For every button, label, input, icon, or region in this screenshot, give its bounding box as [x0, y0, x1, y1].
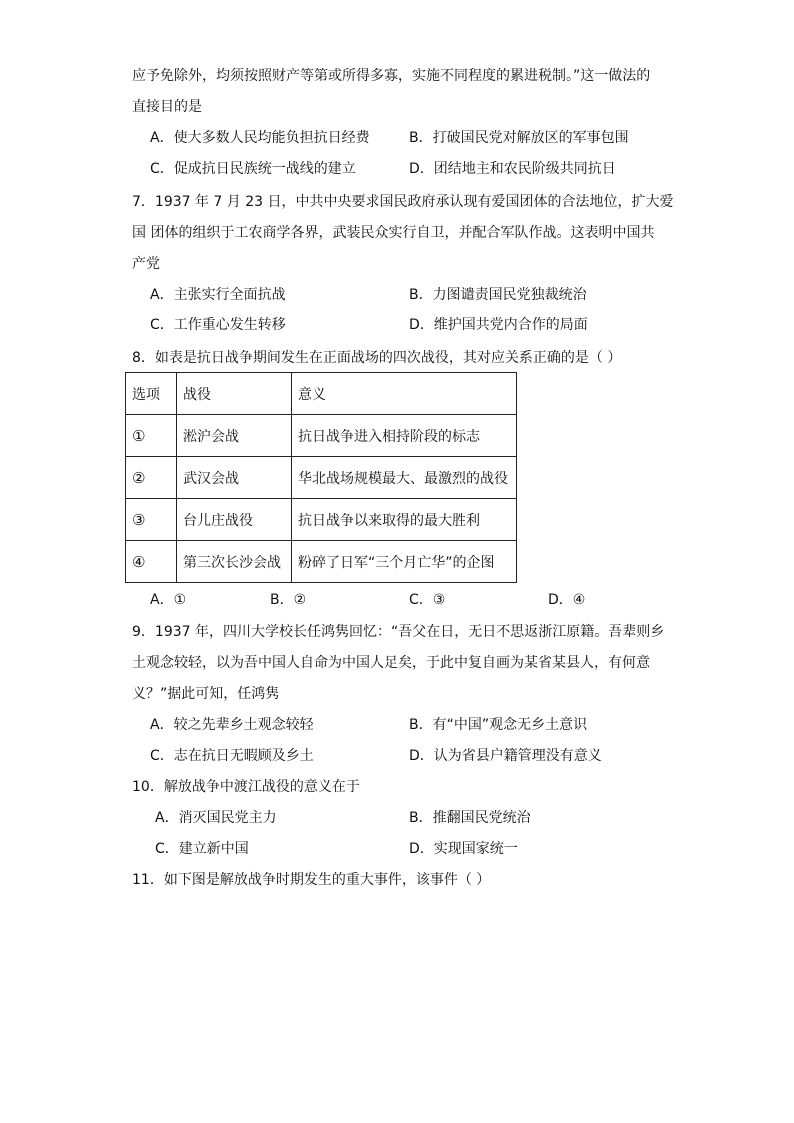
- table-header-row: [126, 373, 517, 415]
- q9-option-d[interactable]: D．认为省县户籍管理没有意义: [409, 748, 602, 764]
- q8-option-a[interactable]: A．①: [150, 592, 187, 608]
- q6-stem-line2: 直接目的是: [132, 99, 202, 115]
- q8-option-b[interactable]: B．②: [270, 592, 307, 608]
- q7-stem-line2: 国 团体的组织于工农商学各界，武装民众实行自卫，并配合军队作战。这表明中国共: [132, 225, 655, 241]
- q10-option-a[interactable]: A．消灭国民党主力: [155, 810, 277, 826]
- q8-option-c[interactable]: C．③: [409, 592, 446, 608]
- table-row: [126, 457, 517, 499]
- q7-stem-line1: 7．1937 年 7 月 23 日，中共中央要求国民政府承认现有爱国团体的合法地位，扩大爱: [132, 194, 674, 210]
- table-cell-significance: 粉碎了日军“三个月亡华”的企图: [292, 541, 517, 583]
- q10-option-d[interactable]: D．实现国家统一: [409, 841, 518, 857]
- q9-option-a[interactable]: A．较之先辈乡土观念较轻: [150, 717, 314, 733]
- table-cell-option: ②: [126, 457, 177, 499]
- q9-stem-line3: 义？”据此可知，任鸿隽: [132, 686, 280, 702]
- q7-option-c[interactable]: C．工作重心发生转移: [150, 317, 286, 333]
- q7-stem-line3: 产党: [132, 256, 160, 272]
- q11-stem: 11．如下图是解放战争时期发生的重大事件，该事件（ ）: [132, 872, 491, 888]
- q9-option-b[interactable]: B．有“中国”观念无乡土意识: [409, 717, 588, 733]
- q9-option-c[interactable]: C．志在抗日无暇顾及乡土: [150, 748, 314, 764]
- table-cell-battle: 台儿庄战役: [177, 499, 292, 541]
- q7-option-d[interactable]: D．维护国共党内合作的局面: [409, 317, 588, 333]
- q7-option-a[interactable]: A．主张实行全面抗战: [150, 287, 286, 303]
- table-cell-option: ④: [126, 541, 177, 583]
- q6-option-a[interactable]: A．使大多数人民均能负担抗日经费: [150, 130, 370, 146]
- table-header-option: 选项: [126, 373, 177, 415]
- q8-option-d[interactable]: D．④: [548, 592, 586, 608]
- table-header-battle: 战役: [177, 373, 292, 415]
- battles-table: [125, 372, 517, 583]
- table-cell-battle: 第三次长沙会战: [177, 541, 292, 583]
- q6-option-c[interactable]: C．促成抗日民族统一战线的建立: [150, 161, 356, 177]
- q9-stem-line2: 土观念较轻，以为吾中国人自命为中国人足矣，于此中复自画为某省某县人，有何意: [132, 655, 650, 671]
- table-row: [126, 499, 517, 541]
- q6-stem-line1: 应予免除外，均须按照财产等第或所得多寡，实施不同程度的累进税制。”这一做法的: [132, 68, 651, 84]
- q10-option-b[interactable]: B．推翻国民党统治: [409, 810, 531, 826]
- q9-stem-line1: 9．1937 年，四川大学校长任鸿隽回忆：“吾父在日，无日不思返浙江原籍。吾辈则乡: [132, 624, 665, 640]
- table-row: [126, 541, 517, 583]
- q10-option-c[interactable]: C．建立新中国: [155, 841, 249, 857]
- table-cell-battle: 淞沪会战: [177, 415, 292, 457]
- table-cell-battle: 武汉会战: [177, 457, 292, 499]
- table-cell-option: ①: [126, 415, 177, 457]
- q6-option-d[interactable]: D．团结地主和农民阶级共同抗日: [409, 161, 616, 177]
- q8-stem: 8．如表是抗日战争期间发生在正面战场的四次战役，其对应关系正确的是（ ）: [132, 350, 622, 366]
- table-header-significance: 意义: [292, 373, 517, 415]
- table-row: [126, 415, 517, 457]
- q6-option-b[interactable]: B．打破国民党对解放区的军事包围: [409, 130, 629, 146]
- q7-option-b[interactable]: B．力图谴责国民党独裁统治: [409, 287, 587, 303]
- table-cell-significance: 抗日战争进入相持阶段的标志: [292, 415, 517, 457]
- table-cell-significance: 华北战场规模最大、最激烈的战役: [292, 457, 517, 499]
- table-cell-significance: 抗日战争以来取得的最大胜利: [292, 499, 517, 541]
- table-cell-option: ③: [126, 499, 177, 541]
- q10-stem: 10．解放战争中渡江战役的意义在于: [132, 779, 360, 795]
